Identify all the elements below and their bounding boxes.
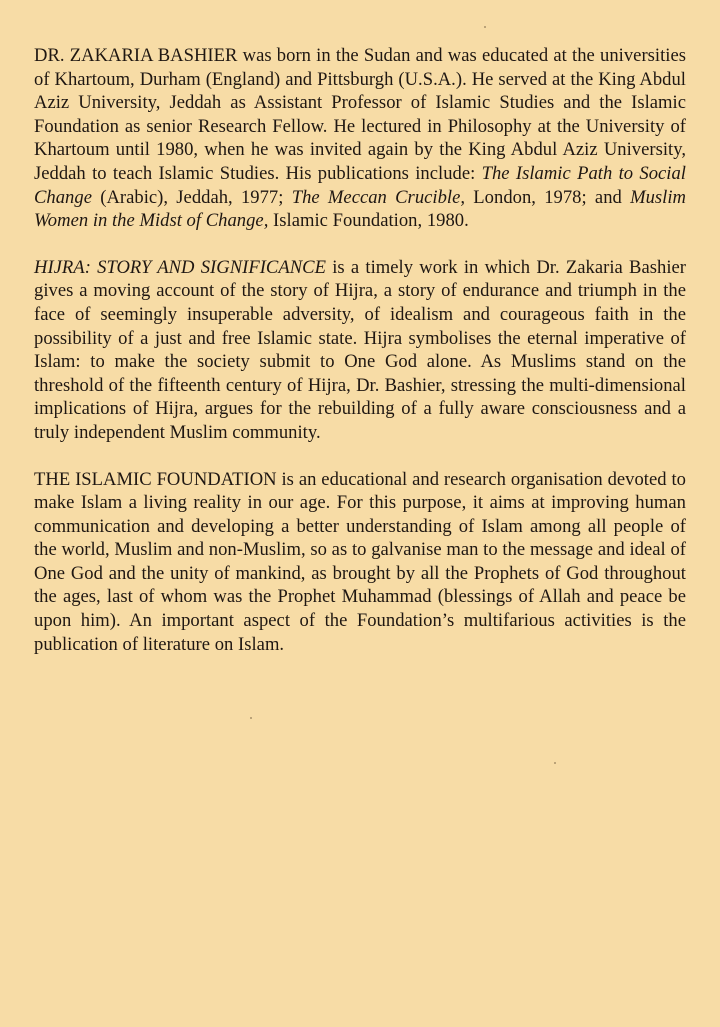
book-title-meccan-crucible: The Meccan Crucible, (291, 186, 466, 208)
publisher-description-paragraph: THE ISLAMIC FOUNDATION is an educational and research organisation devoted to make Islam a living reality in our age. For this purpose, it aims at improving human communication and developing a better understanding of Islam among all people of the world, Muslim and non-Muslim, so as to galvanise man to the message and ideal of One God and the unity of mankind, as brought by all the Prophets of God throughout the ages, last of whom was the Prophet Muhammad (blessings of Allah and peace be upon him). An important aspect of the Foundation’s multifarious activities is the publication of literature on Islam. (34, 468, 686, 655)
publisher-name: THE ISLAMIC FOUNDATION (34, 468, 277, 490)
book-description-paragraph: HIJRA: STORY AND SIGNIFICANCE is a timely work in which Dr. Zakaria Bashier gives a moving account of the story of Hijra, a story of endurance and triumph in the face of seemingly insuperable adversity, of idealism and courageous faith in the possibility of a just and free Islamic state. Hijra symbolises the eternal imperative of Islam: to make the society submit to One God alone. As Muslims stand on the threshold of the fifteenth century of Hijra, Dr. Bashier, stressing the multi-dimensional implications of Hijra, argues for the rebuilding of a fully aware consciousness and a truly independent Muslim community. (34, 256, 686, 443)
back-cover-text (34, 44, 686, 679)
book-title: HIJRA: STORY AND SIGNIFICANCE (34, 256, 326, 278)
book-title-islamic-path: The Islamic Path to Social Change (34, 162, 686, 208)
paper-speck (554, 762, 556, 764)
book-title-muslim-women: Muslim Women in the Midst of Change, (34, 186, 686, 232)
author-bio-paragraph: DR. ZAKARIA BASHIER was born in the Sudan and was educated at the universities of Khartoum, Durham (England) and Pittsburgh (U.S.A.). He served at the King Abdul Aziz University, Jeddah as Assistant Professor of Islamic Studies and the Islamic Foundation as senior Research Fellow. He lectured in Philosophy at the University of Khartoum until 1980, when he was invited again by the King Abdul Aziz University, Jeddah to teach Islamic Studies. His publications include: The Islamic Path to Social Change (Arabic), Jeddah, 1977; The Meccan Crucible, London, 1978; and Muslim Women in the Midst of Change, Islamic Foundation, 1980. (34, 45, 686, 232)
author-name: DR. ZAKARIA BASHIER (34, 45, 238, 66)
paper-speck (250, 717, 252, 719)
paper-speck (484, 26, 486, 28)
